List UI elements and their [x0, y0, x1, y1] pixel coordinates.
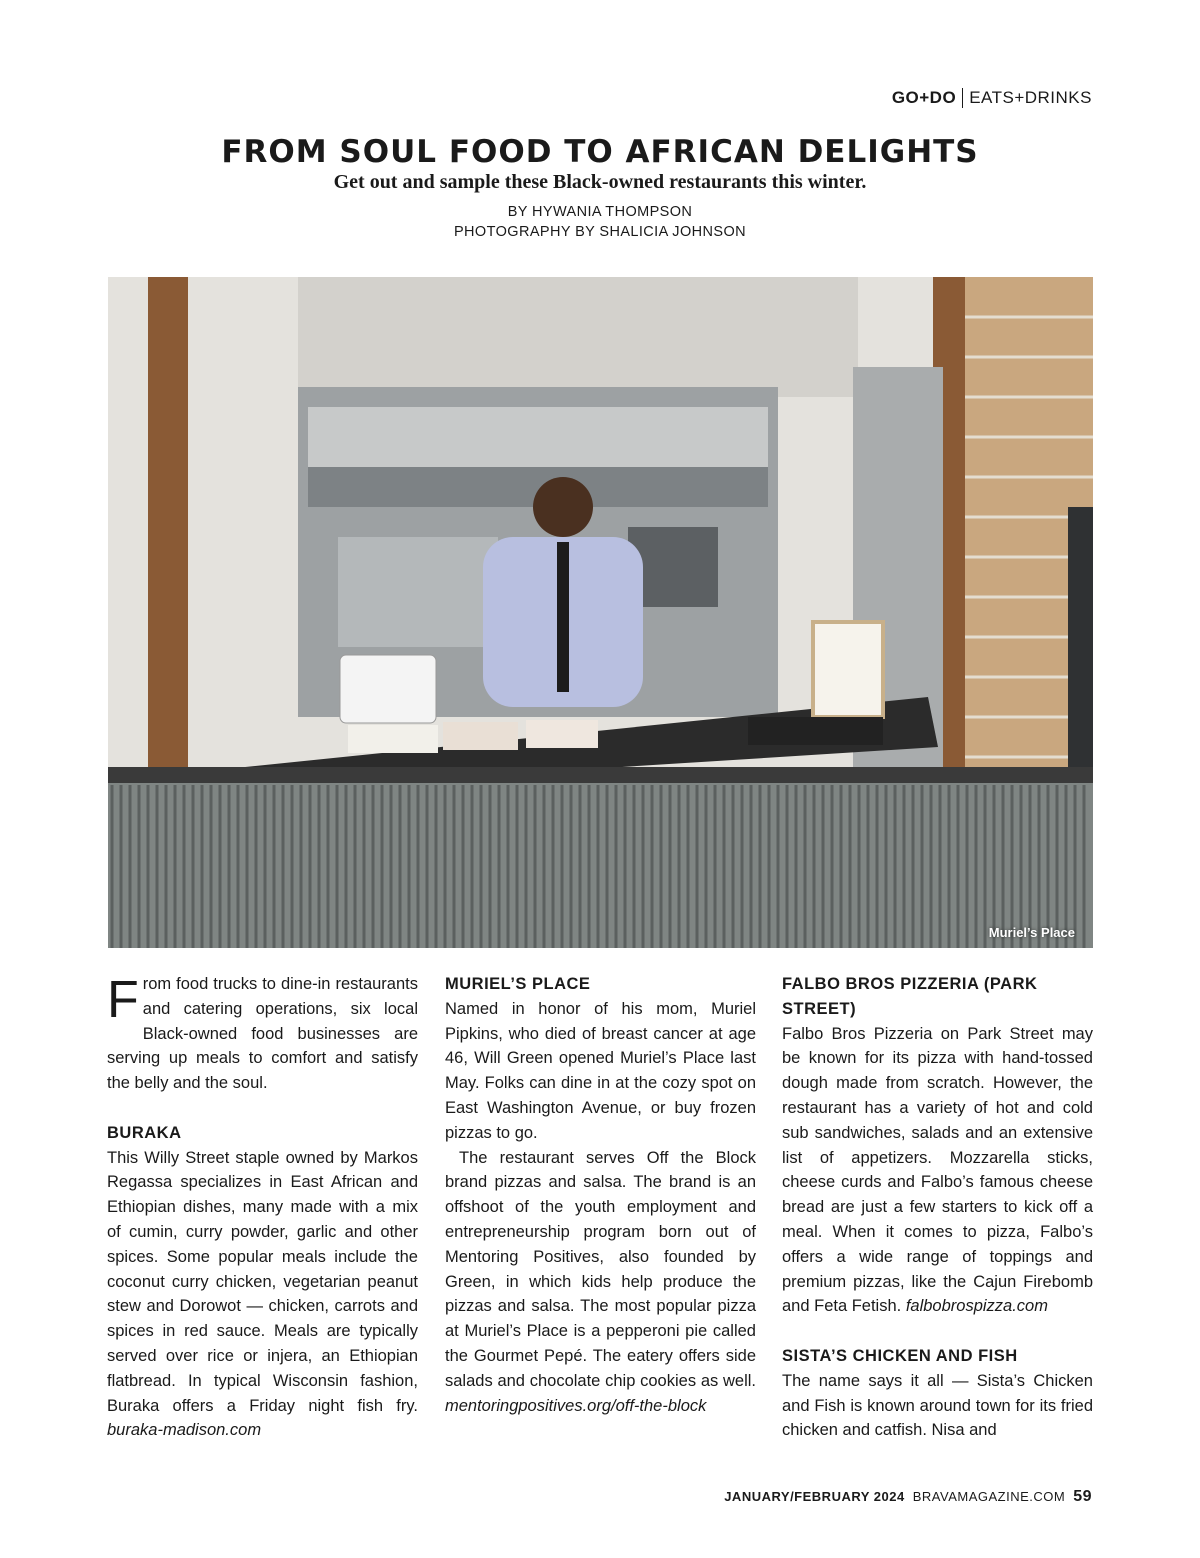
restaurant-photo-illustration	[108, 277, 1093, 948]
page-footer	[724, 1488, 1092, 1506]
falbo-url[interactable]: falbobrospizza.com	[905, 1297, 1048, 1316]
section-tag	[892, 88, 1092, 108]
muriels-heading: MURIEL’S PLACE	[445, 975, 591, 993]
sistas-body: The name says it all — Sista’s Chicken and Fish is known around town for its fried chicken and catfish. Nisa and	[782, 1371, 1093, 1440]
muriels-text-2: The restaurant serves Off the Block brand pizzas and salsa. The brand is an offshoot of the youth employment and entrepreneurship program born out of Mentoring Positives, also founded by Green, in which kids help produce the pizzas and salsa. The most popular pizza at Muriel’s Place is a pepperoni pie called the Gourmet Pepé. The eatery offers side salads and chocolate chip cookies as well.	[445, 1148, 756, 1390]
page-number: 59	[1073, 1488, 1092, 1505]
subsection-label: EATS+DRINKS	[969, 88, 1092, 107]
byline: BY HYWANIA THOMPSON	[507, 204, 693, 220]
article-title: FROM SOUL FOOD TO AFRICAN DELIGHTS	[221, 134, 979, 170]
column-1	[107, 972, 418, 1443]
intro-paragraph	[107, 972, 418, 1096]
article-subtitle: Get out and sample these Black-owned restaurants this winter.	[333, 171, 867, 193]
buraka-heading: BURAKA	[107, 1123, 182, 1142]
section-label: GO+DO	[891, 88, 957, 107]
column-3	[782, 972, 1093, 1443]
buraka-url[interactable]: buraka-madison.com	[107, 1421, 262, 1440]
falbo-body	[782, 1022, 1093, 1320]
website: BRAVAMAGAZINE.COM	[912, 1489, 1066, 1504]
falbo-text: Falbo Bros Pizzeria on Park Street may be known for its pizza with hand-tossed dough made from scratch. However, the restaurant has a variety of hot and cold sub sandwiches, salads and an extensive list of appetizers. Mozzarella sticks, cheese curds and Falbo’s famous cheese bread are just a few starters to kick off a meal. When it comes to pizza, Falbo’s offers a wide range of toppings and premium pizzas, like the Cajun Firebomb and Feta Fetish.	[782, 1024, 1093, 1316]
photo-caption: Muriel’s Place	[988, 925, 1075, 940]
photo-credit: PHOTOGRAPHY BY SHALICIA JOHNSON	[453, 224, 746, 240]
buraka-body	[107, 1146, 418, 1444]
muriels-url[interactable]: mentoringpositives.org/off-the-block	[445, 1396, 707, 1415]
section-divider	[962, 88, 963, 108]
muriels-body-2	[445, 1146, 756, 1419]
column-2	[445, 972, 756, 1418]
sistas-heading: SISTA’S CHICKEN AND FISH	[782, 1346, 1018, 1365]
intro-text: rom food trucks to dine-in restaurants and catering operations, six local Black-owned food businesses are serving up meals to comfort and satisfy the belly and the soul.	[107, 975, 418, 1093]
credits	[0, 202, 1200, 242]
muriels-body-1: Named in honor of his mom, Muriel Pipkins, who died of breast cancer at age 46, Will Green opened Muriel’s Place last May. Folks can dine in at the cozy spot on East Washington Avenue, or buy frozen pizzas to go.	[445, 999, 756, 1142]
falbo-heading: FALBO BROS PIZZERIA (PARK STREET)	[782, 975, 1038, 1018]
buraka-text: This Willy Street staple owned by Markos Regassa specializes in East African and Ethiopian dishes, many made with a mix of cumin, curry powder, garlic and other spices. Some popular meals include the coconut curry chicken, vegetarian peanut stew and Dorowot — chicken, carrots and spices in red sauce. Meals are typically served over rice or injera, an Ethiopian flatbread. In typical Wisconsin fashion, Buraka offers a Friday night fish fry.	[107, 1148, 418, 1415]
dropcap: F	[107, 971, 139, 1029]
issue-date: JANUARY/FEBRUARY 2024	[724, 1489, 905, 1504]
feature-photo	[108, 277, 1093, 948]
